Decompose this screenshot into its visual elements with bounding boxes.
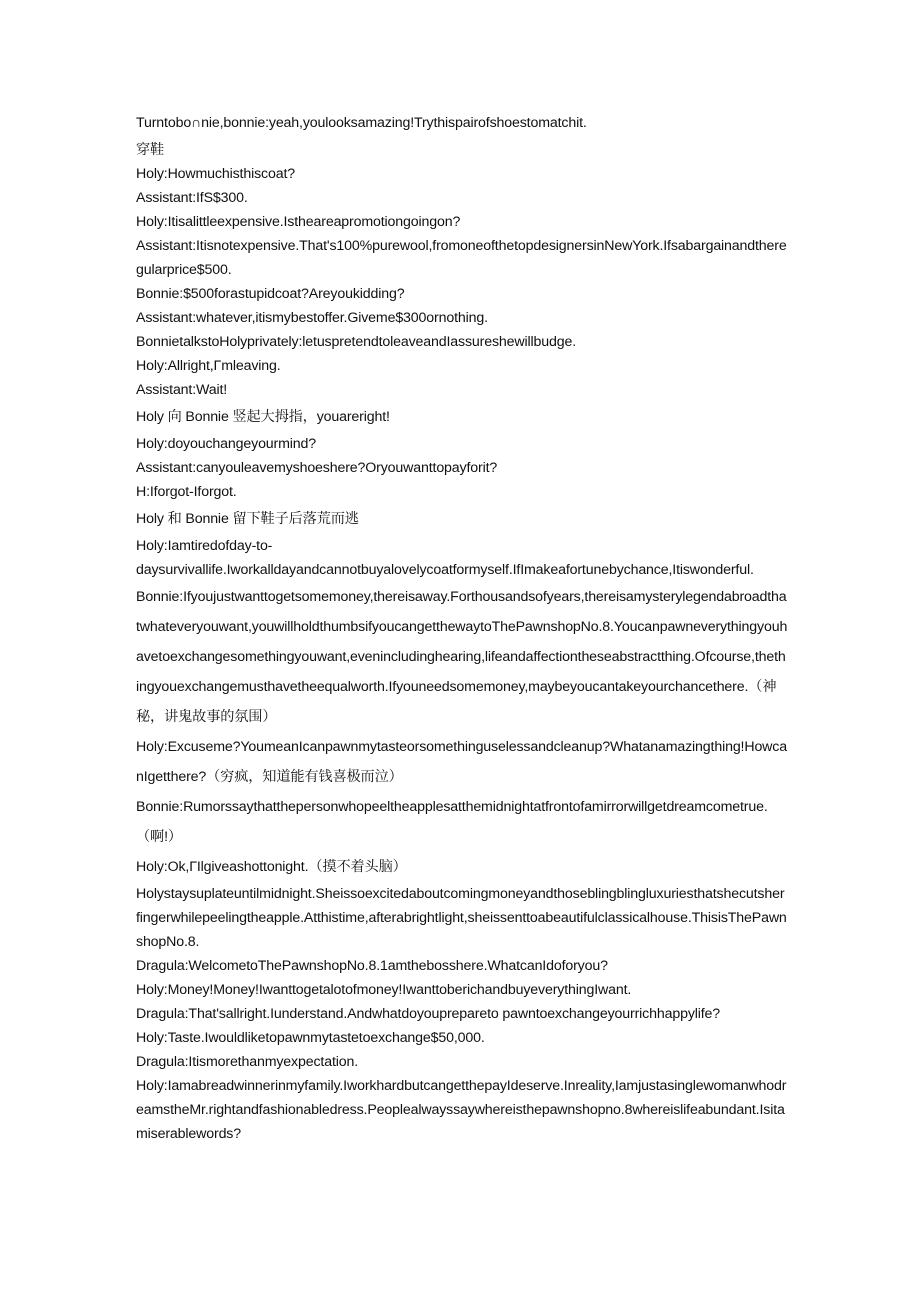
paragraph: Assistant:Itisnotexpensive.That's100%purewool,fromoneofthetopdesignersinNewYork.Ifsabargainandtheregularprice$500. bbox=[136, 238, 787, 278]
paragraph: Holy:Ok,ΓIlgiveashottonight.（摸不着头脑） bbox=[136, 859, 407, 875]
paragraph: Holy 和 Bonnie 留下鞋子后落荒而逃 bbox=[136, 511, 359, 527]
paragraph: Bonnie:Rumorssaythatthepersonwhopeeltheapplesatthemidnightatfrontofamirrorwillgetdreamcometrue.（啊!） bbox=[136, 799, 768, 845]
paragraph: Holy:Excuseme?YoumeanIcanpawnmytasteorsomethinguselessandcleanup?Whatanamazingthing!HowcanIgetthere?（穷疯，知道能有钱喜极而泣） bbox=[136, 739, 787, 785]
paragraph: Assistant:IfS$300. bbox=[136, 190, 248, 206]
paragraph: Assistant:canyouleavemyshoeshere?Oryouwanttopayforit? bbox=[136, 460, 498, 476]
paragraph: Holy 向 Bonnie 竖起大拇指，youareright! bbox=[136, 409, 390, 425]
paragraph: Assistant:whatever,itismybestoffer.Giveme$300ornothing. bbox=[136, 310, 488, 326]
paragraph: Holy:Iamtiredofday-to- bbox=[136, 538, 273, 554]
paragraph: Holy:Allright,Γmleaving. bbox=[136, 358, 281, 374]
paragraph: Dragula:WelcometoThePawnshopNo.8.1amthebosshere.WhatcanIdoforyou? bbox=[136, 958, 608, 974]
paragraph: Dragula:That'sallright.Iunderstand.Andwhatdoyouprepareto pawntoexchangeyourrichhappylife? bbox=[136, 1006, 721, 1022]
paragraph: Holy:Howmuchisthiscoat? bbox=[136, 166, 295, 182]
paragraph: 穿鞋 bbox=[136, 142, 165, 158]
paragraph: Holy:doyouchangeyourmind? bbox=[136, 436, 317, 452]
paragraph: Bonnie:$500forastupidcoat?Areyoukidding? bbox=[136, 286, 405, 302]
paragraph: BonnietalkstoHolyprivately:letuspretendtoleaveandIassureshewillbudge. bbox=[136, 334, 576, 350]
paragraph: Holy:Taste.Iwouldliketopawnmytastetoexchange$50,000. bbox=[136, 1030, 485, 1046]
paragraph: Assistant:Wait! bbox=[136, 382, 228, 398]
paragraph: Bonnie:Ifyoujustwanttogetsomemoney,thereisaway.Forthousandsofyears,thereisamysterylegendabroadthatwhateveryouwant,youwillholdthumbsifyoucangetthewaytoThePawnshopNo.8.Youcanpawneverythingyouhavetoexchangesomethingyouwant,evenincludinghearing,lifeandaffectiontheseabstractthing.Ofcourse,thethingyouexchangemusthavetheequalworth.Ifyouneedsomemoney,maybeyoucantakeyourchancethere.（神秘，讲鬼故事的氛围） bbox=[136, 589, 788, 725]
paragraph: Holy:Itisalittleexpensive.Istheareapromotiongoingon? bbox=[136, 214, 461, 230]
paragraph: Holystaysuplateuntilmidnight.Sheissoexcitedaboutcomingmoneyandthoseblingblingluxuriesthatshecutsherfingerwhilepeelingtheapple.Atthistime,afterabrightlight,sheissenttoabeautifulclassicalhouse.ThisisThePawnshopNo.8. bbox=[136, 886, 787, 950]
paragraph: Dragula:Itismorethanmyexpectation. bbox=[136, 1054, 359, 1070]
paragraph: H:Iforgot-Iforgot. bbox=[136, 484, 237, 500]
paragraph: Turntobo∩nie,bonnie:yeah,youlooksamazing!Trythispairofshoestomatchit. bbox=[136, 115, 587, 131]
paragraph: daysurvivallife.Iworkalldayandcannotbuyalovelycoatformyself.IfImakeafortunebychance,Itiswonderful. bbox=[136, 562, 754, 578]
document-page bbox=[136, 108, 788, 1146]
paragraph: Holy:Money!Money!Iwanttogetalotofmoney!IwanttoberichandbuyeverythingIwant. bbox=[136, 982, 632, 998]
paragraph: Holy:Iamabreadwinnerinmyfamily.IworkhardbutcangetthepayIdeserve.Inreality,IamjustasinglewomanwhodreamstheMr.rightandfashionabledress.Peoplealwayssaywhereisthepawnshopno.8whereislifeabundant.Isitamiserablewords? bbox=[136, 1078, 787, 1142]
